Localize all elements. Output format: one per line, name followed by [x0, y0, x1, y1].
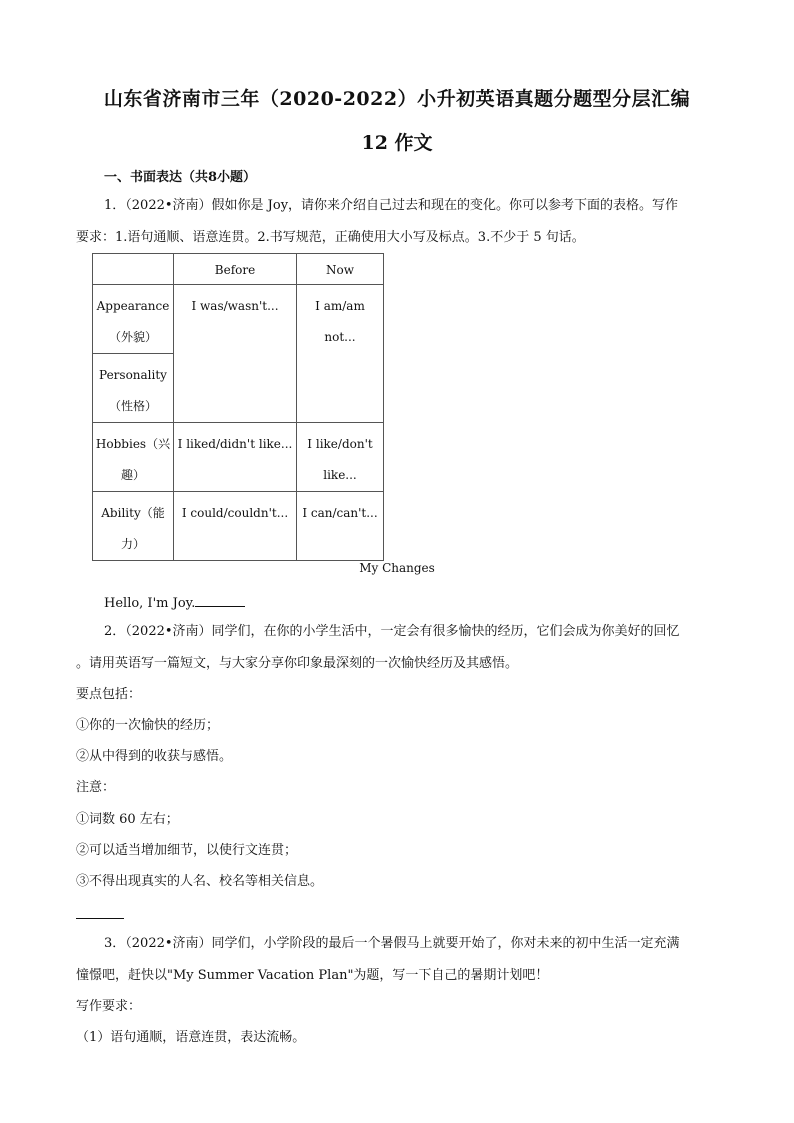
table-header-cell — [93, 254, 174, 285]
q1-prompt-line2: 要求：1.语句通顺、语意连贯。2.书写规范，正确使用大小写及标点。3.不少于 5 句话。 — [76, 230, 585, 245]
q2-points-heading: 要点包括： — [76, 687, 142, 702]
q2-note-3: ③不得出现真实的人名、校名等相关信息。 — [76, 874, 324, 889]
q1-starter — [104, 592, 245, 614]
q3-requirement-1: （1）语句通顺，语意连贯，表达流畅。 — [76, 1030, 306, 1045]
cell-ability-before: I could/couldn't... — [174, 492, 297, 561]
document-subtitle: 12 作文 — [361, 132, 433, 154]
q3-prompt-line2: 憧憬吧，赶快以"My Summer Vacation Plan"为题，写一下自己的暑期计划吧！ — [76, 968, 549, 983]
q2-point-1: ①你的一次愉快的经历； — [76, 718, 220, 733]
q2-point-2: ②从中得到的收获与感悟。 — [76, 749, 233, 764]
row-label-ability: Ability（能力） — [93, 492, 174, 561]
table-header-row — [93, 254, 384, 285]
table-row — [93, 492, 384, 561]
row-label-personality: Personality（性格） — [93, 354, 174, 423]
table-row — [93, 423, 384, 492]
answer-blank — [195, 592, 245, 607]
section-heading: 一、书面表达（共8小题） — [104, 170, 257, 185]
q2-prompt-line1: 2．（2022•济南）同学们，在你的小学生活中，一定会有很多愉快的经历，它们会成为你美好的回忆 — [104, 624, 680, 639]
cell-appearance-personality-before: I was/wasn't... — [174, 285, 297, 423]
row-label-appearance: Appearance（外貌） — [93, 285, 174, 354]
table-row — [93, 285, 384, 354]
row-label-hobbies: Hobbies（兴趣） — [93, 423, 174, 492]
q1-starter-text: Hello, I'm Joy. — [104, 596, 196, 611]
q3-prompt-line1: 3．（2022•济南）同学们，小学阶段的最后一个暑假马上就要开始了，你对未来的初中生活一定充满 — [104, 936, 680, 951]
table-header-cell: Now — [297, 254, 384, 285]
q1-prompt-line1: 1．（2022•济南）假如你是 Joy，请你来介绍自己过去和现在的变化。你可以参考下面的表格。写作 — [104, 198, 679, 213]
q2-prompt-line2: 。请用英语写一篇短文，与大家分享你印象最深刻的一次愉快经历及其感悟。 — [76, 656, 519, 671]
cell-appearance-personality-now: I am/am not... — [297, 285, 384, 423]
cell-hobbies-now: I like/don't like... — [297, 423, 384, 492]
document-title: 山东省济南市三年（2020-2022）小升初英语真题分题型分层汇编 — [103, 88, 691, 110]
answer-blank-line — [76, 918, 124, 919]
q3-requirements-heading: 写作要求： — [76, 999, 142, 1014]
changes-table — [92, 253, 384, 561]
q2-note-heading: 注意： — [76, 780, 116, 795]
q2-note-2: ②可以适当增加细节，以使行文连贯； — [76, 843, 298, 858]
cell-ability-now: I can/can't... — [297, 492, 384, 561]
cell-hobbies-before: I liked/didn't like... — [174, 423, 297, 492]
table-header-cell: Before — [174, 254, 297, 285]
q2-note-1: ①词数 60 左右； — [76, 812, 179, 827]
table-caption: My Changes — [359, 561, 435, 575]
